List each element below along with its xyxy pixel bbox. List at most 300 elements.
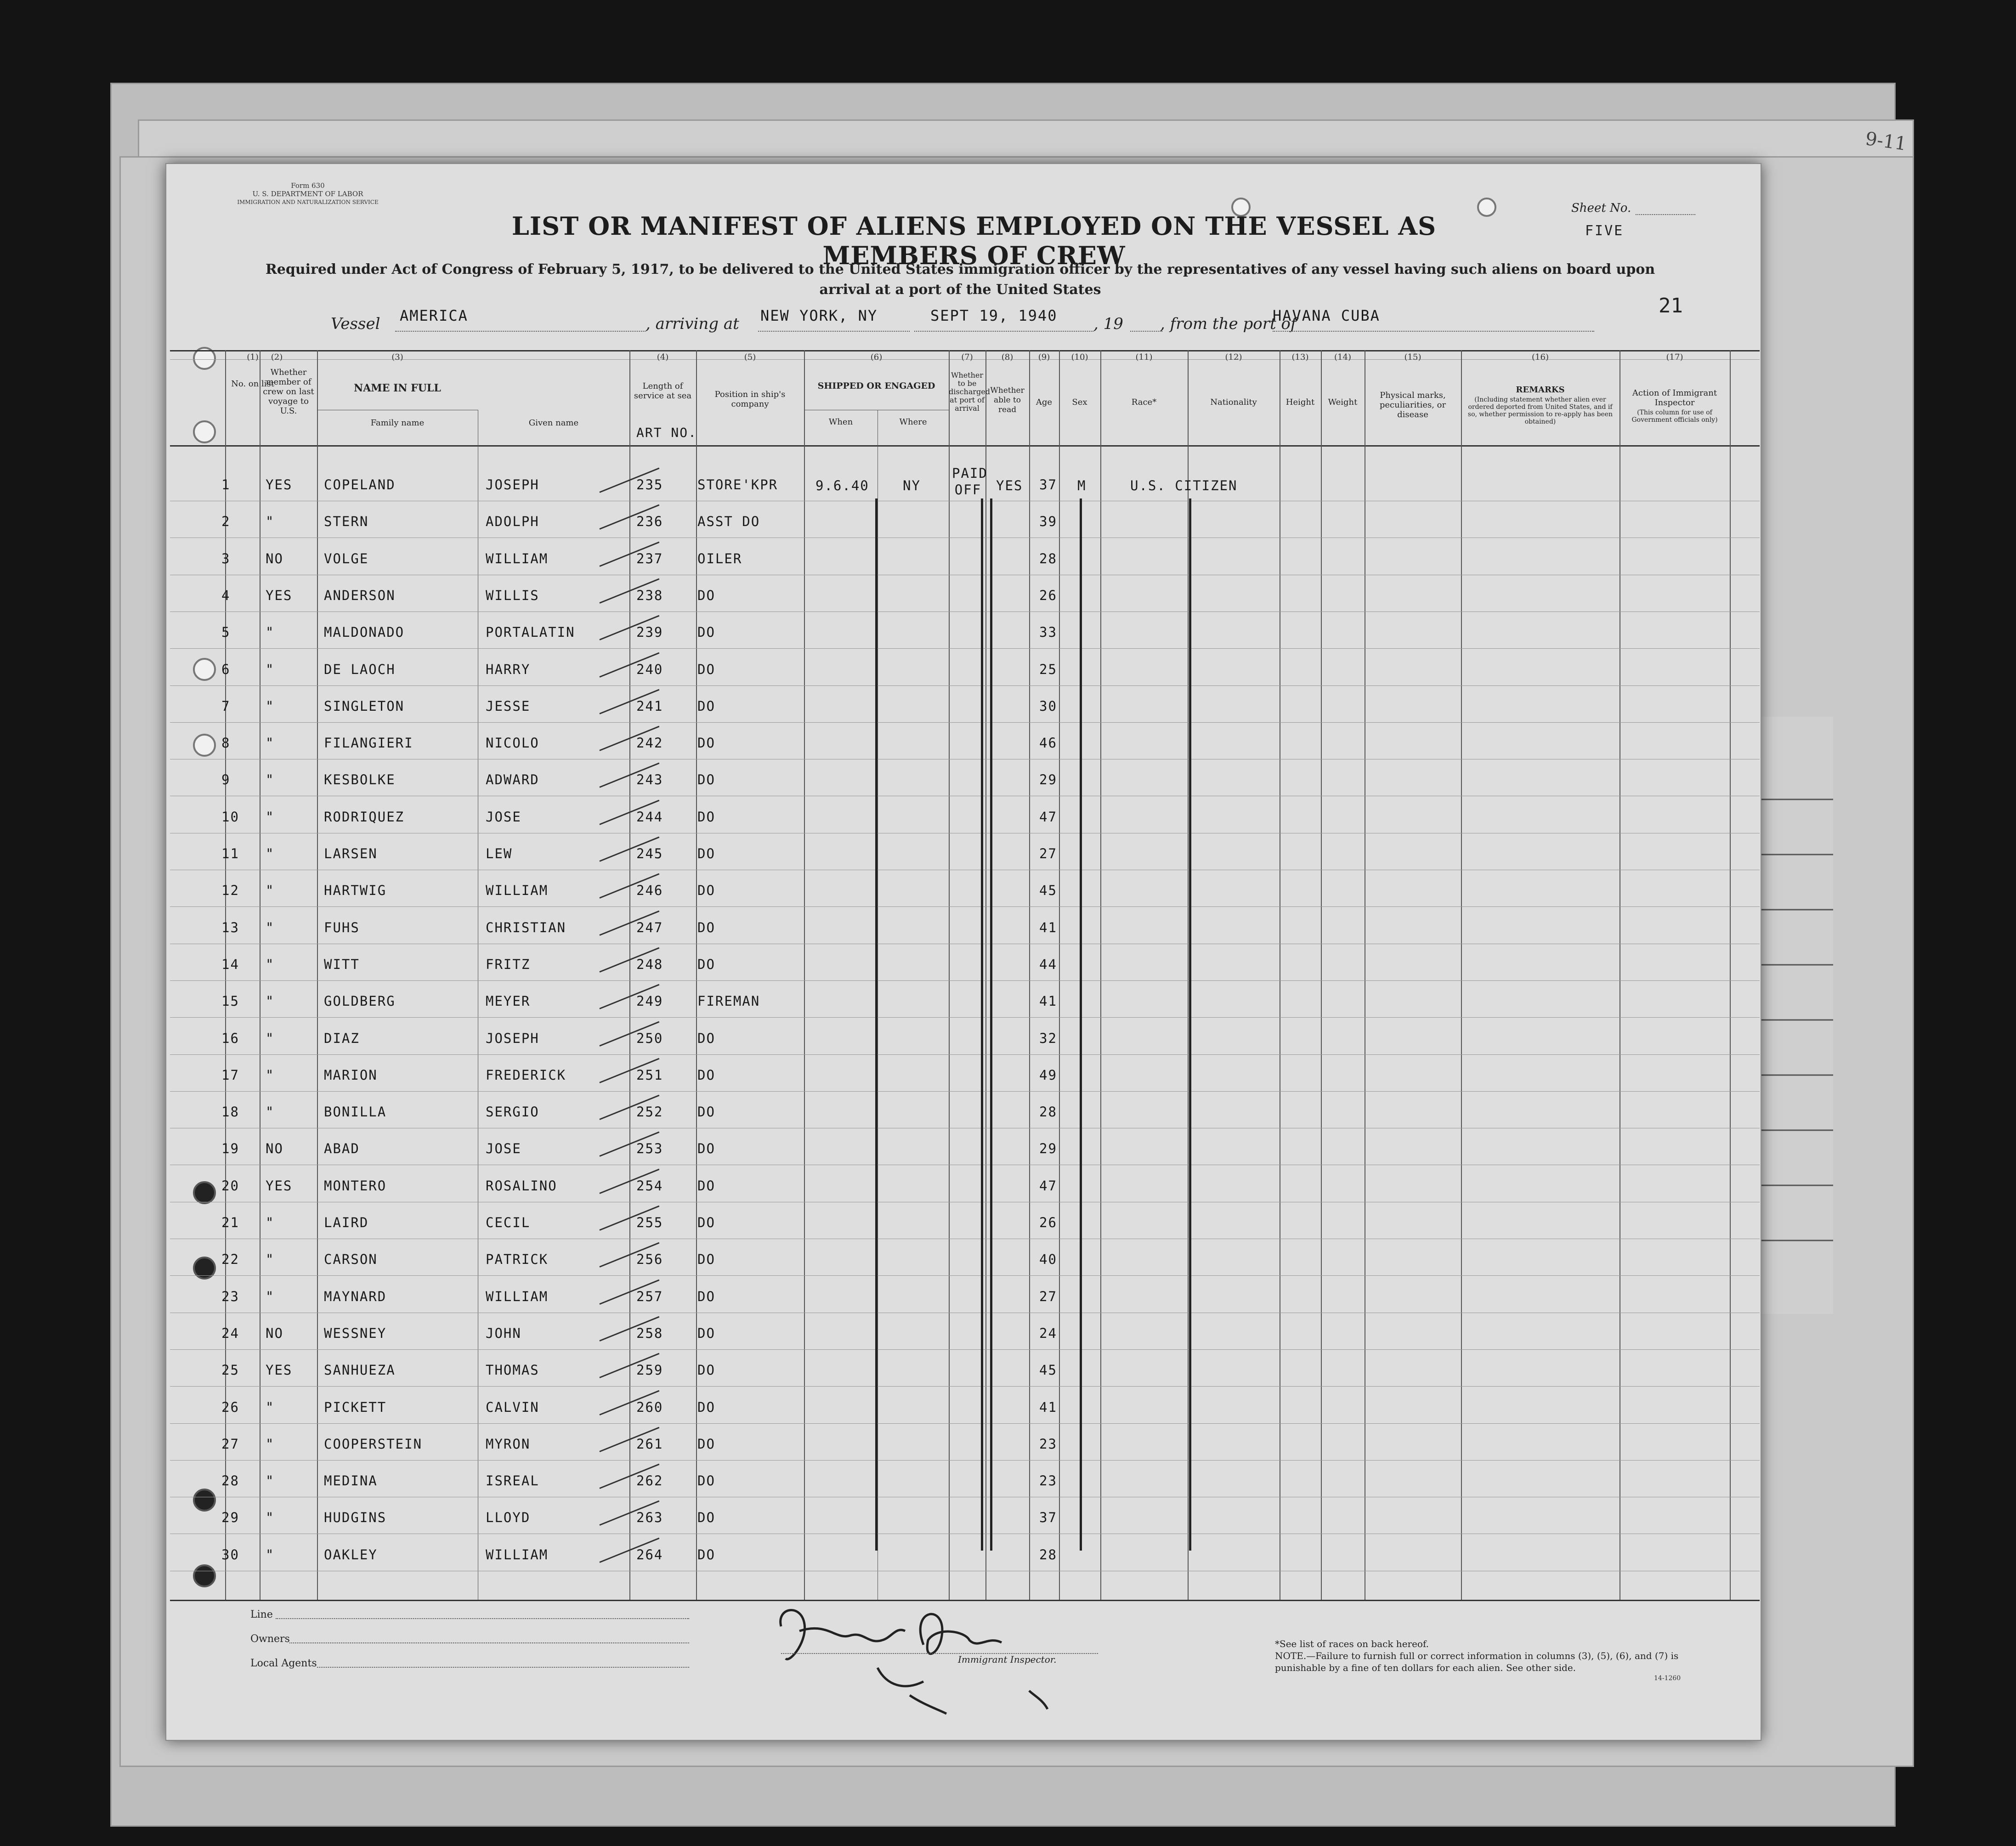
cell-family-name: VOLGE — [324, 550, 369, 566]
col-number: (11) — [1135, 352, 1153, 362]
cell-member-last-voyage: NO — [266, 1325, 283, 1341]
cell-family-name: CARSON — [324, 1251, 378, 1268]
cell-given-name: JOSE — [486, 1141, 521, 1157]
cell-position: DO — [697, 1104, 715, 1120]
cell-row-number: 5 — [221, 624, 231, 640]
cell-position: DO — [697, 1436, 715, 1452]
cell-age: 47 — [1039, 1178, 1057, 1194]
cell-position: ASST DO — [697, 514, 760, 530]
header-no-on-list: No. on list — [231, 379, 274, 389]
cell-art-number: 259 — [636, 1362, 663, 1378]
cell-member-last-voyage: " — [266, 1473, 275, 1489]
cell-row-number: 19 — [221, 1141, 239, 1157]
cell-family-name: FUHS — [324, 919, 360, 935]
cell-art-number: 258 — [636, 1325, 663, 1341]
cell-member-last-voyage: " — [266, 1030, 275, 1046]
col-number: (2) — [271, 352, 283, 362]
col-number: (9) — [1038, 352, 1050, 362]
table-row-rule — [170, 1017, 1760, 1018]
header-shipped-engaged: SHIPPED OR ENGAGED — [817, 381, 935, 391]
cell-art-number: 242 — [636, 735, 663, 751]
cell-age: 46 — [1039, 735, 1057, 751]
cell-position: OILER — [697, 550, 742, 566]
cell-member-last-voyage: " — [266, 1436, 275, 1452]
col-number: (5) — [744, 352, 756, 362]
cell-given-name: JESSE — [486, 698, 531, 714]
cell-row-number: 3 — [221, 550, 231, 566]
arriving-label: , arriving at — [646, 315, 739, 333]
cell-art-number: 236 — [636, 514, 663, 530]
col-number: (17) — [1666, 352, 1683, 362]
cell-given-name: ROSALINO — [486, 1178, 557, 1194]
cell-given-name: WILLIAM — [486, 550, 549, 566]
cell-age: 26 — [1039, 1215, 1057, 1230]
col-number: (3) — [391, 352, 403, 362]
cell-family-name: LAIRD — [324, 1215, 369, 1230]
cell-given-name: FREDERICK — [486, 1067, 566, 1083]
cell-position: DO — [697, 846, 715, 861]
cell-given-name: LEW — [486, 846, 513, 861]
header-name-in-full: NAME IN FULL — [354, 382, 441, 394]
cell-row-number: 2 — [221, 514, 231, 530]
cell-family-name: SANHUEZA — [324, 1362, 396, 1378]
cell-member-last-voyage: " — [266, 1104, 275, 1120]
ditto-line-sex — [1080, 498, 1082, 1551]
cell-position: DO — [697, 772, 715, 788]
cell-member-last-voyage: " — [266, 1399, 275, 1415]
table-row-rule — [170, 1091, 1760, 1092]
cell-art-number: 238 — [636, 587, 663, 603]
header-race: Race* — [1131, 397, 1157, 407]
cell-member-last-voyage: " — [266, 883, 275, 899]
table-row-rule — [170, 648, 1760, 649]
cell-position: DO — [697, 1030, 715, 1046]
cell-member-last-voyage: " — [266, 846, 275, 861]
vessel-name: AMERICA — [400, 307, 468, 324]
cell-art-number: 235 — [636, 477, 663, 493]
cell-age: 40 — [1039, 1251, 1057, 1268]
table-row-rule — [170, 1275, 1760, 1276]
cell-position: DO — [697, 587, 715, 603]
footnote — [1275, 1638, 1688, 1674]
col-number: (4) — [657, 352, 669, 362]
cell-row-number: 21 — [221, 1215, 239, 1230]
from-port-underline — [1273, 331, 1594, 332]
cell-given-name: ISREAL — [486, 1473, 539, 1489]
cell-row-number: 8 — [221, 735, 231, 751]
cell-age: 37 — [1039, 1510, 1057, 1526]
col-number: (13) — [1291, 352, 1309, 362]
sheet-number-underline — [1636, 214, 1695, 215]
table-row-rule — [170, 1460, 1760, 1461]
cell-art-number: 239 — [636, 624, 663, 640]
cell-position: STORE'KPR — [697, 477, 778, 493]
cell-family-name: MALDONADO — [324, 624, 405, 640]
header-given-name: Given name — [528, 418, 579, 428]
header-where: Where — [899, 417, 927, 427]
cell-art-number: 247 — [636, 919, 663, 935]
cell-family-name: OAKLEY — [324, 1546, 378, 1563]
cell-row-number: 25 — [221, 1362, 239, 1378]
cell-member-last-voyage: " — [266, 624, 275, 640]
col-number: (1) — [247, 352, 259, 362]
table-row-rule — [170, 685, 1760, 686]
cell-art-number: 255 — [636, 1215, 663, 1230]
cell-art-number: 241 — [636, 698, 663, 714]
cell-art-number: 246 — [636, 883, 663, 899]
col-number: (14) — [1334, 352, 1351, 362]
cell-age: 25 — [1039, 661, 1057, 677]
arrival-date: SEPT 19, 1940 — [930, 307, 1058, 324]
page-number: 21 — [1659, 294, 1683, 317]
cell-family-name: BONILLA — [324, 1104, 387, 1120]
cell-family-name: PICKETT — [324, 1399, 387, 1415]
cell-member-last-voyage: " — [266, 1546, 275, 1563]
cell-given-name: PORTALATIN — [486, 624, 575, 640]
page-title: LIST OR MANIFEST OF ALIENS EMPLOYED ON THE VESSEL AS MEMBERS OF CREW — [511, 211, 1437, 270]
sheet-number-value: FIVE — [1585, 223, 1624, 239]
cell-position: DO — [697, 1325, 715, 1341]
col-number: (15) — [1404, 352, 1421, 362]
cell-able-to-read: YES — [996, 478, 1023, 493]
cell-position: DO — [697, 1473, 715, 1489]
cell-art-number: 244 — [636, 809, 663, 825]
footnote-note: NOTE.—Failure to furnish full or correct information in columns (3), (5), (6), and (7) is punishable by a fine of ten dollars for each alien. See other side. — [1275, 1650, 1679, 1673]
cell-member-last-voyage: " — [266, 698, 275, 714]
cell-row-number: 17 — [221, 1067, 239, 1083]
cell-family-name: GOLDBERG — [324, 993, 396, 1009]
cell-member-last-voyage: NO — [266, 1141, 283, 1157]
cell-family-name: MONTERO — [324, 1178, 387, 1194]
cell-art-number: 237 — [636, 550, 663, 566]
cell-position: DO — [697, 1141, 715, 1157]
cell-age: 29 — [1039, 772, 1057, 788]
cell-art-number: 245 — [636, 846, 663, 861]
cell-row-number: 26 — [221, 1399, 239, 1415]
col-number: (8) — [1001, 352, 1014, 362]
arriving-port: NEW YORK, NY — [760, 307, 878, 324]
cell-family-name: WITT — [324, 956, 360, 972]
cell-row-number: 10 — [221, 809, 239, 825]
form-number: Form 630 — [291, 181, 325, 190]
cell-art-number: 251 — [636, 1067, 663, 1083]
cell-family-name: MAYNARD — [324, 1288, 387, 1304]
cell-given-name: CALVIN — [486, 1399, 539, 1415]
vessel-label: Vessel — [331, 315, 380, 333]
cell-family-name: RODRIQUEZ — [324, 809, 405, 825]
cell-row-number: 14 — [221, 956, 239, 972]
cell-age: 28 — [1039, 1104, 1057, 1120]
form-code: 14-1260 — [1654, 1675, 1681, 1682]
header-member-last-voyage: Whether member of crew on last voyage to U.S. — [263, 368, 314, 416]
table-row-rule — [170, 1054, 1760, 1055]
cell-sex: M — [1077, 478, 1087, 493]
col-number: (12) — [1225, 352, 1242, 362]
cell-member-last-voyage: " — [266, 514, 275, 530]
header-inspector-action: Action of Immigrant Inspector — [1632, 388, 1717, 408]
cell-family-name: KESBOLKE — [324, 772, 396, 788]
cell-family-name: FILANGIERI — [324, 735, 413, 751]
cell-age: 49 — [1039, 1067, 1057, 1083]
cell-row-number: 12 — [221, 883, 239, 899]
cell-family-name: DIAZ — [324, 1030, 360, 1046]
header-remarks: REMARKS — [1516, 385, 1565, 395]
cell-art-number: 250 — [636, 1030, 663, 1046]
cell-age: 41 — [1039, 919, 1057, 935]
cell-age: 45 — [1039, 1362, 1057, 1378]
cell-given-name: CHRISTIAN — [486, 919, 566, 935]
cell-art-number: 263 — [636, 1510, 663, 1526]
col-number: (16) — [1532, 352, 1549, 362]
cell-position: DO — [697, 1399, 715, 1415]
cell-row-number: 16 — [221, 1030, 239, 1046]
cell-age: 30 — [1039, 698, 1057, 714]
header-sex: Sex — [1072, 397, 1087, 407]
header-physical-marks: Physical marks, peculiarities, or disease — [1379, 391, 1446, 419]
header-nationality: Nationality — [1210, 397, 1257, 407]
cell-given-name: WILLIS — [486, 587, 539, 603]
cell-family-name: LARSEN — [324, 846, 378, 861]
cell-age: 26 — [1039, 587, 1057, 603]
header-weight: Weight — [1328, 397, 1358, 407]
cell-race: U.S. CITIZEN — [1130, 478, 1238, 493]
cell-row-number: 20 — [221, 1178, 239, 1194]
cell-given-name: WILLIAM — [486, 883, 549, 899]
from-port: HAVANA CUBA — [1273, 307, 1380, 324]
cell-row-number: 7 — [221, 698, 231, 714]
footer-line-label: Line — [250, 1609, 273, 1620]
arriving-underline — [758, 331, 910, 332]
cell-member-last-voyage: " — [266, 1510, 275, 1526]
cell-given-name: JOHN — [486, 1325, 521, 1341]
cell-position: DO — [697, 735, 715, 751]
year-underline — [1130, 331, 1162, 332]
cell-art-number: 243 — [636, 772, 663, 788]
cell-family-name: COPELAND — [324, 477, 396, 493]
cell-member-last-voyage: " — [266, 993, 275, 1009]
sheet-number-label: Sheet No. — [1571, 201, 1631, 215]
cell-position: FIREMAN — [697, 993, 760, 1009]
cell-row-number: 30 — [221, 1546, 239, 1563]
cell-discharged: PAID OFF — [952, 465, 988, 498]
cell-given-name: ADOLPH — [486, 514, 539, 530]
cell-given-name: FRITZ — [486, 956, 531, 972]
cell-family-name: WESSNEY — [324, 1325, 387, 1341]
cell-age: 28 — [1039, 1546, 1057, 1563]
cell-row-number: 1 — [221, 477, 231, 493]
vessel-underline — [395, 331, 646, 332]
cell-age: 47 — [1039, 809, 1057, 825]
ditto-line-read — [990, 498, 992, 1551]
cell-age: 44 — [1039, 956, 1057, 972]
cell-age: 32 — [1039, 1030, 1057, 1046]
cell-family-name: MARION — [324, 1067, 378, 1083]
table-row-rule — [170, 1349, 1760, 1350]
ditto-line-where — [875, 498, 878, 1551]
header-age: Age — [1036, 397, 1053, 407]
department-name: U. S. DEPARTMENT OF LABOR — [252, 190, 363, 198]
cell-age: 37 — [1039, 477, 1057, 493]
cell-given-name: MYRON — [486, 1436, 531, 1452]
underlying-sheet-edge — [1760, 717, 1833, 1314]
cell-art-number: 248 — [636, 956, 663, 972]
cell-row-number: 13 — [221, 919, 239, 935]
ditto-line-race — [1189, 498, 1191, 1551]
cell-art-number: 249 — [636, 993, 663, 1009]
table-row-rule — [170, 1386, 1760, 1387]
cell-given-name: JOSEPH — [486, 477, 539, 493]
cell-member-last-voyage: " — [266, 661, 275, 677]
cell-age: 27 — [1039, 1288, 1057, 1304]
cell-given-name: NICOLO — [486, 735, 539, 751]
cell-art-number: 261 — [636, 1436, 663, 1452]
col-number: (7) — [961, 352, 973, 362]
cell-given-name: MEYER — [486, 993, 531, 1009]
cell-art-number: 264 — [636, 1546, 663, 1563]
corner-handwritten-note: 9-11 — [1864, 128, 1908, 155]
cell-row-number: 28 — [221, 1473, 239, 1489]
cell-age: 45 — [1039, 883, 1057, 899]
header-able-to-read: Whether able to read — [990, 386, 1025, 414]
footer-owners-label: Owners — [250, 1633, 290, 1645]
cell-age: 28 — [1039, 550, 1057, 566]
table-row-rule — [170, 722, 1760, 723]
cell-art-number: 257 — [636, 1288, 663, 1304]
cell-family-name: STERN — [324, 514, 369, 530]
cell-age: 23 — [1039, 1473, 1057, 1489]
cell-row-number: 22 — [221, 1251, 239, 1268]
cell-row-number: 27 — [221, 1436, 239, 1452]
cell-age: 27 — [1039, 846, 1057, 861]
cell-family-name: ANDERSON — [324, 587, 396, 603]
cell-member-last-voyage: " — [266, 1215, 275, 1230]
cell-member-last-voyage: " — [266, 1288, 275, 1304]
cell-position: DO — [697, 1251, 715, 1268]
cell-family-name: COOPERSTEIN — [324, 1436, 423, 1452]
cell-member-last-voyage: NO — [266, 550, 283, 566]
header-family-name: Family name — [370, 418, 425, 428]
cell-age: 41 — [1039, 993, 1057, 1009]
table-row-rule — [170, 1423, 1760, 1424]
cell-row-number: 11 — [221, 846, 239, 861]
cell-given-name: THOMAS — [486, 1362, 539, 1378]
cell-member-last-voyage: " — [266, 772, 275, 788]
footer-owners-underline — [289, 1642, 689, 1643]
cell-position: DO — [697, 809, 715, 825]
cell-member-last-voyage: " — [266, 735, 275, 751]
cell-where: NY — [903, 478, 921, 493]
cell-age: 41 — [1039, 1399, 1057, 1415]
cell-art-number: 252 — [636, 1104, 663, 1120]
year-label: , 19 — [1093, 315, 1123, 333]
cell-member-last-voyage: YES — [266, 1362, 293, 1378]
cell-member-last-voyage: YES — [266, 477, 293, 493]
cell-member-last-voyage: YES — [266, 1178, 293, 1194]
cell-position: DO — [697, 1178, 715, 1194]
cell-member-last-voyage: YES — [266, 587, 293, 603]
cell-given-name: ADWARD — [486, 772, 539, 788]
cell-position: DO — [697, 1362, 715, 1378]
cell-position: DO — [697, 698, 715, 714]
cell-art-number: 256 — [636, 1251, 663, 1268]
page-subtitle: Required under Act of Congress of February 5, 1917, to be delivered to the United States immigration officer by the representatives of any vessel having such aliens on board upon arrival at a port of the United States — [265, 261, 1655, 298]
cell-position: DO — [697, 883, 715, 899]
col-number: (6) — [870, 352, 883, 362]
table-border — [170, 445, 1760, 447]
cell-family-name: MEDINA — [324, 1473, 378, 1489]
col-number: (10) — [1071, 352, 1088, 362]
cell-age: 29 — [1039, 1141, 1057, 1157]
cell-family-name: ABAD — [324, 1141, 360, 1157]
cell-row-number: 24 — [221, 1325, 239, 1341]
cell-given-name: SERGIO — [486, 1104, 539, 1120]
cell-family-name: DE LAOCH — [324, 661, 396, 677]
cell-given-name: WILLIAM — [486, 1546, 549, 1563]
table-row-rule — [170, 906, 1760, 907]
cell-row-number: 29 — [221, 1510, 239, 1526]
cell-given-name: HARRY — [486, 661, 531, 677]
header-height: Height — [1285, 397, 1315, 407]
table-row-rule — [170, 980, 1760, 981]
cell-member-last-voyage: " — [266, 809, 275, 825]
cell-position: DO — [697, 1288, 715, 1304]
header-position: Position in ship's company — [714, 390, 786, 409]
cell-family-name: SINGLETON — [324, 698, 405, 714]
date-underline — [914, 331, 1093, 332]
header-discharged: Whether to be discharged at port of arrival — [949, 371, 990, 413]
cell-member-last-voyage: " — [266, 956, 275, 972]
service-name: IMMIGRATION AND NATURALIZATION SERVICE — [237, 199, 379, 205]
header-remarks-note: (Including statement whether alien ever ordered deported from United States, and if so, whether permission to re-apply has been obtained) — [1467, 396, 1613, 425]
cell-row-number: 4 — [221, 587, 231, 603]
cell-row-number: 6 — [221, 661, 231, 677]
table-border — [170, 350, 1760, 351]
cell-position: DO — [697, 1510, 715, 1526]
cell-member-last-voyage: " — [266, 1251, 275, 1268]
cell-art-number: 254 — [636, 1178, 663, 1194]
cell-when: 9.6.40 — [815, 478, 869, 493]
from-port-label: , from the port of — [1160, 315, 1297, 333]
cell-given-name: JOSE — [486, 809, 521, 825]
cell-family-name: HUDGINS — [324, 1510, 387, 1526]
cell-art-number: 262 — [636, 1473, 663, 1489]
cell-position: DO — [697, 624, 715, 640]
cell-row-number: 15 — [221, 993, 239, 1009]
cell-position: DO — [697, 919, 715, 935]
cell-member-last-voyage: " — [266, 1067, 275, 1083]
cell-position: DO — [697, 1546, 715, 1563]
header-inspector-note: (This column for use of Government officials only) — [1631, 409, 1718, 424]
cell-age: 24 — [1039, 1325, 1057, 1341]
cell-given-name: CECIL — [486, 1215, 531, 1230]
cell-position: DO — [697, 956, 715, 972]
footer-line-underline — [276, 1618, 689, 1619]
cell-family-name: HARTWIG — [324, 883, 387, 899]
ditto-line-discharged — [981, 498, 983, 1551]
cell-position: DO — [697, 1067, 715, 1083]
inspector-caption: Immigrant Inspector. — [958, 1654, 1057, 1665]
footer-agents-label: Local Agents — [250, 1658, 317, 1669]
cell-age: 23 — [1039, 1436, 1057, 1452]
cell-position: DO — [697, 1215, 715, 1230]
cell-row-number: 23 — [221, 1288, 239, 1304]
header-length-of-service: Length of service at sea — [634, 381, 692, 401]
cell-given-name: WILLIAM — [486, 1288, 549, 1304]
cell-given-name: PATRICK — [486, 1251, 549, 1268]
punch-hole — [1477, 198, 1496, 217]
cell-given-name: LLOYD — [486, 1510, 531, 1526]
header-when: When — [828, 417, 853, 427]
